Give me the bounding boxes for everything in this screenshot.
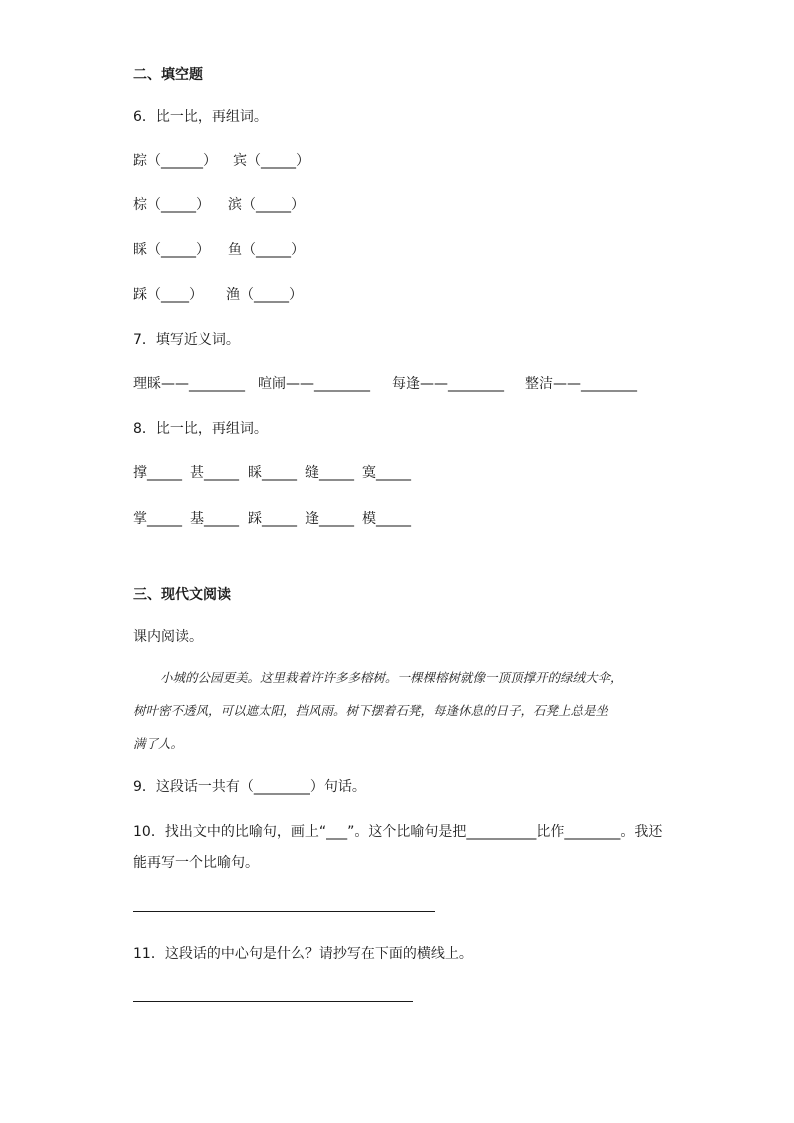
- q10-line-2: 能再写一个比喻句。: [133, 855, 259, 871]
- q6-row3-left: 睬（_____）: [133, 242, 210, 258]
- q8-r1-1: 撑_____: [133, 465, 182, 481]
- q6-stem: 6．比一比，再组词。: [133, 109, 268, 125]
- q7-item-4: 整洁——________: [525, 376, 637, 392]
- passage-line-1: 小城的公园更美。这里栽着许许多多榕树。一棵棵榕树就像一顶顶撑开的绿绒大伞，: [160, 670, 623, 685]
- q9: 9．这段话一共有（________）句话。: [133, 779, 366, 795]
- section3-title: 三、现代文阅读: [133, 587, 231, 603]
- q6-row2-right: 滨（_____）: [228, 197, 305, 213]
- passage-line-3: 满了人。: [133, 736, 184, 751]
- q8-r1-2: 甚_____: [190, 465, 239, 481]
- q6-row3-right: 鱼（_____）: [228, 242, 305, 258]
- q8-r1-3: 睬_____: [248, 465, 297, 481]
- q6-row1-left: 踪（______）: [133, 153, 217, 169]
- q11: 11．这段话的中心句是什么？请抄写在下面的横线上。: [133, 946, 473, 962]
- q8-r2-3: 踩_____: [248, 511, 297, 527]
- section2-title: 二、填空题: [133, 67, 203, 83]
- q8-r2-2: 基_____: [190, 511, 239, 527]
- q8-r2-5: 模_____: [362, 511, 411, 527]
- q7-item-3: 每逢——________: [392, 376, 504, 392]
- q6-row4-left: 踩（____）: [133, 287, 203, 303]
- q10-answer-line[interactable]: [133, 911, 435, 912]
- q8-r2-1: 掌_____: [133, 511, 182, 527]
- q6-row2-left: 棕（_____）: [133, 197, 210, 213]
- q8-stem: 8．比一比，再组词。: [133, 421, 268, 437]
- q8-r1-4: 缝_____: [305, 465, 354, 481]
- q7-item-2: 喧闹——________: [258, 376, 370, 392]
- q7-item-1: 理睬——________: [133, 376, 245, 392]
- q11-answer-line[interactable]: [133, 1001, 413, 1002]
- q6-row1-right: 宾（_____）: [233, 153, 310, 169]
- q8-r2-4: 逢_____: [305, 511, 354, 527]
- q10-line-1: 10．找出文中的比喻句，画上“___”。这个比喻句是把__________比作________。我还: [133, 824, 663, 840]
- q7-stem: 7．填写近义词。: [133, 332, 240, 348]
- section3-intro: 课内阅读。: [133, 629, 203, 645]
- q8-r1-5: 寞_____: [362, 465, 411, 481]
- passage-line-2: 树叶密不透风，可以遮太阳，挡风雨。树下摆着石凳，每逢休息的日子，石凳上总是坐: [133, 703, 609, 718]
- q6-row4-right: 渔（_____）: [226, 287, 303, 303]
